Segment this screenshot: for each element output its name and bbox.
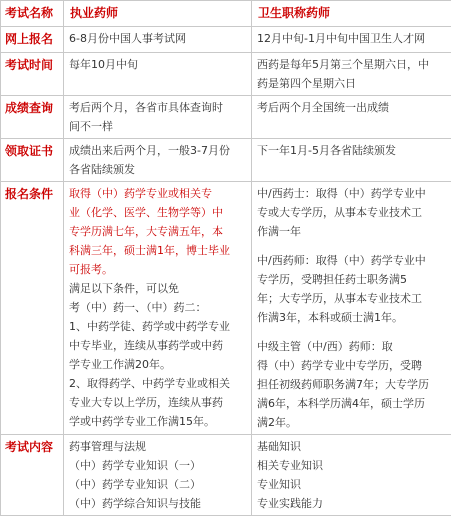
cell-registration-title: 12月中旬-1月中旬中国卫生人才网 [252,27,451,53]
req-title-p2-line-2: 专学历，受聘担任药士职务满5 [257,273,407,286]
req-title-p3-line-3: 担任初级药师职务满7年；大专学历 [257,378,429,391]
req-line-1: 满足以下条件，可以免 [69,282,179,295]
label-requirements: 报名条件 [1,182,64,435]
row-requirements [1,182,451,435]
req-title-p3-line-4: 满6年，本科学历满4年，硕士学历 [257,397,425,410]
cell-score-licensed [64,96,252,139]
content-licensed-item-1: 药事管理与法规 [69,440,146,453]
req-title-p1-line-1: 中/西药士：取得（中）药学专业中 [257,187,426,200]
header-health-title-pharmacist: 卫生职称药师 [252,1,451,27]
req-line-3: 1、中药学徒、药学或中药学专业 [69,320,230,333]
req-title-p2-line-3: 年；大专学历，从事本专业技术工 [257,292,422,305]
req-title-p3-line-2: 得（中）药学专业中专学历，受聘 [257,359,422,372]
content-licensed-item-2: （中）药学专业知识（一） [69,459,201,472]
cell-requirements-licensed [64,182,252,435]
cell-registration-licensed: 6-8月份中国人事考试网 [64,27,252,53]
req-line-5: 学专业工作满20年。 [69,358,171,371]
cell-certificate-licensed [64,139,252,182]
label-exam-content: 考试内容 [1,435,64,516]
cell-score-title: 考后两个月全国统一出成绩 [252,96,451,139]
header-licensed-pharmacist: 执业药师 [64,1,252,27]
certificate-licensed-line-2: 各省陆续颁发 [69,163,135,176]
header-exam-name: 考试名称 [1,1,64,27]
label-certificate: 领取证书 [1,139,64,182]
exam-time-title-line-1: 西药是每年5月第三个星期六日，中 [257,58,429,71]
content-licensed-item-3: （中）药学专业知识（二） [69,478,201,491]
score-licensed-line-2: 间不一样 [69,120,113,133]
cell-requirements-title [252,182,451,435]
req-line-8: 学或中药学专业工作满15年。 [69,415,215,428]
cell-content-licensed [64,435,252,516]
req-red-line-2: 业（化学、医学、生物学等）中 [69,206,223,219]
content-title-item-4: 专业实践能力 [257,497,323,510]
cell-exam-time-licensed: 每年10月中旬 [64,53,252,96]
exam-time-title-line-2: 药是第四个星期六日 [257,77,356,90]
cell-content-title [252,435,451,516]
req-red-line-4: 科满三年，硕士满1年，博士毕业 [69,244,230,257]
row-exam-time [1,53,451,96]
req-title-p1-line-3: 作满一年 [257,225,301,238]
label-online-registration: 网上报名 [1,27,64,53]
req-title-p3-line-5: 满2年。 [257,416,297,429]
content-title-item-3: 专业知识 [257,478,301,491]
cell-exam-time-title [252,53,451,96]
req-title-p2-line-1: 中/西药师：取得（中）药学专业中 [257,254,426,267]
row-exam-content [1,435,451,516]
label-exam-time: 考试时间 [1,53,64,96]
row-score-query [1,96,451,139]
req-line-2: 考（中）药一、（中）药二： [69,301,207,314]
cell-certificate-title: 下一年1月-5月各省陆续颁发 [252,139,451,182]
req-red-line-5: 可报考。 [69,263,113,276]
req-line-4: 中专毕业，连续从事药学或中药 [69,339,223,352]
req-title-p2-line-4: 作满3年，本科或硕士满1年。 [257,311,403,324]
req-title-p1-line-2: 专或大专学历，从事本专业技术工 [257,206,422,219]
req-red-line-1: 取得（中）药学专业或相关专 [69,187,212,200]
req-line-7: 专业大专以上学历，连续从事药 [69,396,223,409]
row-certificate [1,139,451,182]
label-score-query: 成绩查询 [1,96,64,139]
req-line-6: 2、取得药学、中药学专业或相关 [69,377,230,390]
req-red-line-3: 专学历满七年，大专满五年，本 [69,225,223,238]
certificate-licensed-line-1: 成绩出来后两个月，一般3-7月份 [69,144,230,157]
score-licensed-line-1: 考后两个月，各省市具体查询时 [69,101,223,114]
content-licensed-item-4: （中）药学综合知识与技能 [69,497,201,510]
req-title-p3-line-1: 中级主管（中/西）药师：取 [257,340,393,353]
row-online-registration [1,27,451,53]
content-title-item-1: 基础知识 [257,440,301,453]
header-row [1,1,451,27]
content-title-item-2: 相关专业知识 [257,459,323,472]
